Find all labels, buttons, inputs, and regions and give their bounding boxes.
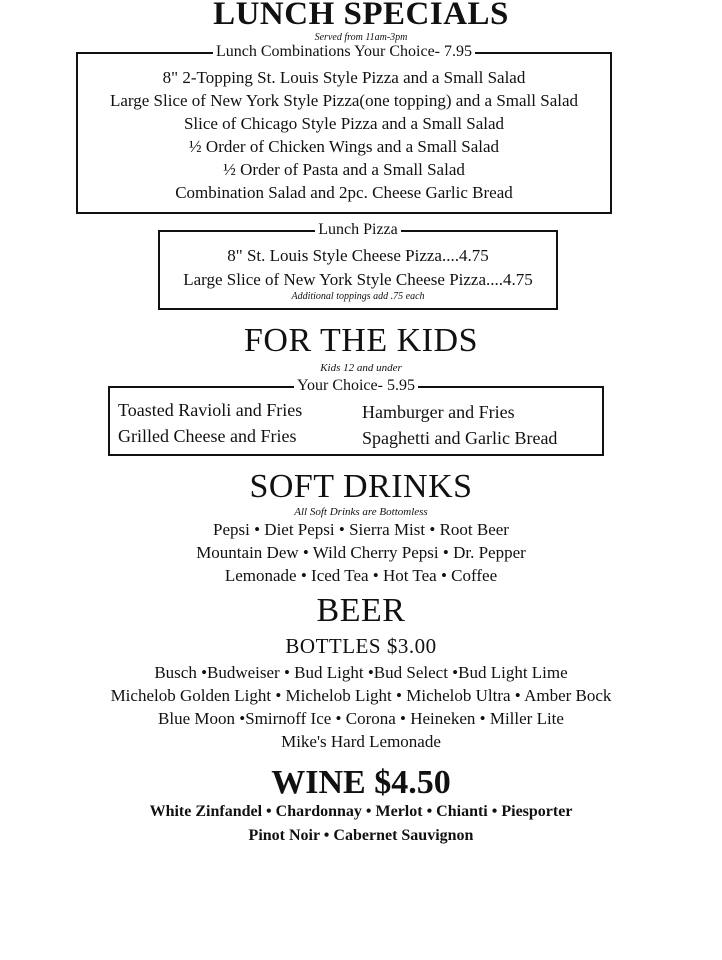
wine-title: WINE $4.50 bbox=[271, 764, 451, 801]
toppings-note: Additional toppings add .75 each bbox=[291, 291, 425, 302]
lunch-pizza-item: 8" St. Louis Style Cheese Pizza....4.75 bbox=[227, 246, 489, 265]
beer-line: Mike's Hard Lemonade bbox=[281, 732, 441, 751]
lunch-specials-title: LUNCH SPECIALS bbox=[213, 0, 509, 32]
soft-drinks-line: Lemonade • Iced Tea • Hot Tea • Coffee bbox=[224, 566, 498, 585]
combo-item: ½ Order of Chicken Wings and a Small Salad bbox=[188, 137, 500, 156]
beer-line: Michelob Golden Light • Michelob Light • Michelob Ultra • Amber Bock bbox=[110, 686, 612, 705]
lunch-served-note: Served from 11am-3pm bbox=[314, 32, 408, 43]
soft-drinks-title: SOFT DRINKS bbox=[249, 468, 473, 505]
kids-title: FOR THE KIDS bbox=[244, 322, 478, 359]
soft-drinks-line: Mountain Dew • Wild Cherry Pepsi • Dr. Pepper bbox=[196, 543, 526, 562]
wine-line: Pinot Noir • Cabernet Sauvignon bbox=[248, 827, 474, 844]
lunch-combinations-box bbox=[76, 43, 612, 214]
kids-choice-box bbox=[108, 377, 604, 456]
soft-drinks-line: Pepsi • Diet Pepsi • Sierra Mist • Root Beer bbox=[213, 520, 509, 539]
kids-note: Kids 12 and under bbox=[320, 362, 402, 374]
beer-line: Busch •Budweiser • Bud Light •Bud Select •Bud Light Lime bbox=[154, 663, 568, 682]
combo-item: Slice of Chicago Style Pizza and a Small Salad bbox=[183, 114, 505, 133]
wine-line: White Zinfandel • Chardonnay • Merlot • Chianti • Piesporter bbox=[149, 803, 573, 820]
lunch-pizza-label: Lunch Pizza bbox=[160, 221, 556, 239]
lunch-pizza-item: Large Slice of New York Style Cheese Pizza....4.75 bbox=[183, 270, 533, 289]
combo-item: ½ Order of Pasta and a Small Salad bbox=[223, 160, 465, 179]
soft-drinks-note: All Soft Drinks are Bottomless bbox=[294, 506, 428, 518]
combo-item: 8" 2-Topping St. Louis Style Pizza and a Small Salad bbox=[162, 68, 526, 87]
lunch-combinations-label: Lunch Combinations Your Choice- 7.95 bbox=[78, 43, 610, 61]
combo-item: Large Slice of New York Style Pizza(one topping) and a Small Salad bbox=[109, 91, 579, 110]
beer-title: BEER bbox=[316, 592, 406, 629]
kids-item: Hamburger and Fries bbox=[362, 402, 515, 422]
kids-item: Grilled Cheese and Fries bbox=[118, 426, 297, 446]
kids-item: Toasted Ravioli and Fries bbox=[118, 400, 303, 420]
kids-item: Spaghetti and Garlic Bread bbox=[362, 428, 558, 448]
combo-item: Combination Salad and 2pc. Cheese Garlic Bread bbox=[175, 183, 513, 202]
beer-bottles-price: BOTTLES $3.00 bbox=[285, 634, 437, 658]
lunch-pizza-box bbox=[158, 221, 558, 310]
kids-choice-label: Your Choice- 5.95 bbox=[110, 377, 602, 395]
beer-line: Blue Moon •Smirnoff Ice • Corona • Heineken • Miller Lite bbox=[158, 709, 564, 728]
